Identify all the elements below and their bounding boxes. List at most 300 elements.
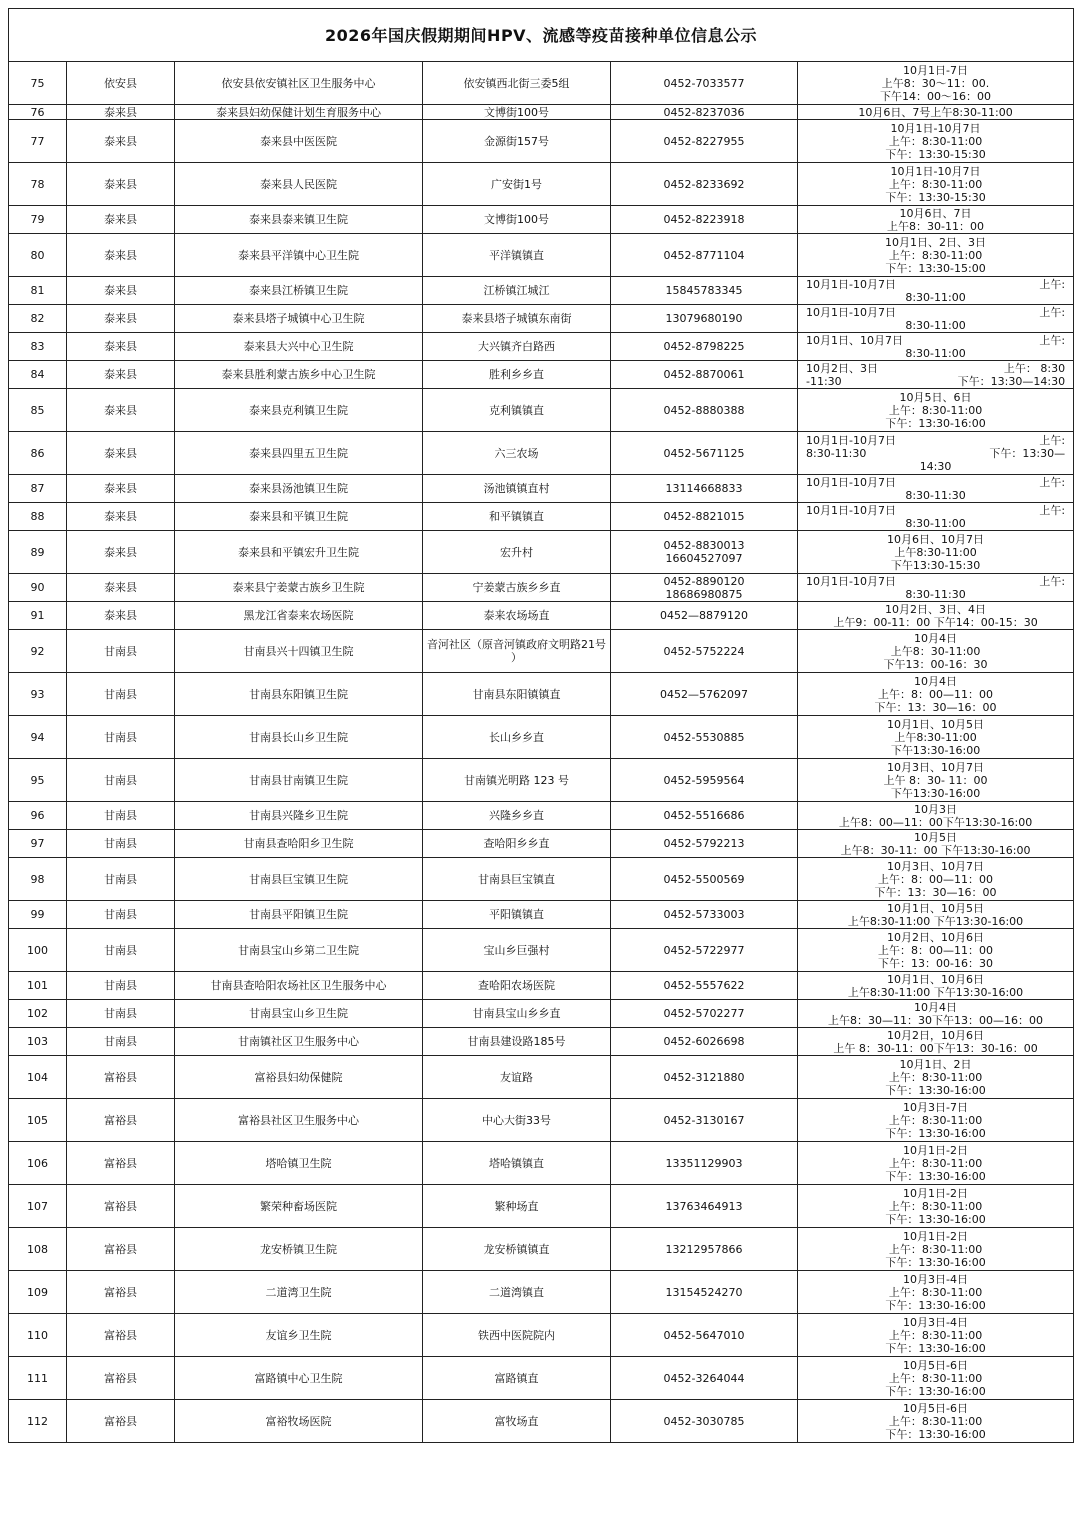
table-row bbox=[9, 830, 1074, 858]
phone-number: 0452-5959564 bbox=[663, 773, 745, 787]
time-line: 10月1日-10月7日 bbox=[890, 121, 981, 135]
phone-cell bbox=[611, 858, 798, 901]
time-line: 上午：8:30-11:00 bbox=[888, 177, 983, 191]
county-name: 甘南县 bbox=[67, 1000, 175, 1028]
time-line: 下午：13:30-16:00 bbox=[885, 1255, 986, 1269]
time-value: 14:30 bbox=[919, 459, 952, 473]
time-line: 10月1日、10月5日 bbox=[887, 717, 985, 731]
time-line: 上午：8:30-11:00 bbox=[888, 1371, 983, 1385]
time-line: 下午：13:30-16:00 bbox=[885, 1384, 986, 1398]
county-name: 富裕县 bbox=[67, 1271, 175, 1314]
address-cell bbox=[423, 62, 611, 105]
row-number: 104 bbox=[9, 1056, 67, 1099]
unit-name: 泰来县江桥镇卫生院 bbox=[175, 277, 423, 305]
address-cell bbox=[423, 1400, 611, 1443]
time-line: 10月3日-4日 bbox=[903, 1272, 969, 1286]
table-row bbox=[9, 1314, 1074, 1357]
row-number: 80 bbox=[9, 234, 67, 277]
row-number: 99 bbox=[9, 901, 67, 929]
county-name: 甘南县 bbox=[67, 673, 175, 716]
time-cell bbox=[798, 1142, 1074, 1185]
phone-cell bbox=[611, 333, 798, 361]
time-cell bbox=[798, 503, 1074, 531]
phone-cell bbox=[611, 62, 798, 105]
phone-number: 0452-3030785 bbox=[663, 1414, 745, 1428]
time-line: 10月3日、10月7日 bbox=[887, 859, 985, 873]
county-name: 甘南县 bbox=[67, 830, 175, 858]
time-line: 上午：8:30-11:00 bbox=[888, 1156, 983, 1170]
time-label: 上午: bbox=[1039, 277, 1066, 291]
address-line: 文博街100号 bbox=[484, 105, 549, 119]
unit-name: 依安县依安镇社区卫生服务中心 bbox=[175, 62, 423, 105]
row-number: 108 bbox=[9, 1228, 67, 1271]
time-cell bbox=[798, 234, 1074, 277]
phone-number: 0452-3121880 bbox=[663, 1070, 745, 1084]
time-line: 10月6日、7号上午8:30-11:00 bbox=[858, 105, 1013, 119]
phone-cell bbox=[611, 305, 798, 333]
table-row bbox=[9, 432, 1074, 475]
time-cell bbox=[798, 475, 1074, 503]
vaccination-units-table bbox=[8, 8, 1074, 1443]
address-line: 塔哈镇镇直 bbox=[489, 1156, 544, 1170]
address-line: 江桥镇江城江 bbox=[483, 284, 550, 297]
time-line: 上午：8：00—11：00 bbox=[878, 687, 994, 701]
time-label: 上午: bbox=[1039, 503, 1066, 517]
time-date: 10月1日-10月7日 bbox=[806, 305, 896, 319]
time-cell bbox=[798, 1000, 1074, 1028]
phone-number: 0452-5722977 bbox=[663, 943, 745, 957]
unit-name: 友谊乡卫生院 bbox=[175, 1314, 423, 1357]
table-row bbox=[9, 62, 1074, 105]
address-cell bbox=[423, 503, 611, 531]
time-cell bbox=[798, 759, 1074, 802]
phone-cell bbox=[611, 475, 798, 503]
phone-number: 0452-3264044 bbox=[663, 1371, 745, 1385]
time-line: 10月1日-7日 bbox=[903, 63, 969, 77]
address-line: 广安街1号 bbox=[491, 177, 542, 191]
table-row bbox=[9, 1056, 1074, 1099]
county-name: 泰来县 bbox=[67, 361, 175, 389]
address-cell bbox=[423, 901, 611, 929]
table-row bbox=[9, 389, 1074, 432]
row-number: 92 bbox=[9, 630, 67, 673]
time-line: 10月6日、10月7日 bbox=[887, 532, 985, 546]
unit-name: 甘南县宝山乡卫生院 bbox=[175, 1000, 423, 1028]
address-line: ） bbox=[511, 651, 522, 664]
address-line: 中心大街33号 bbox=[482, 1113, 551, 1127]
unit-name: 繁荣种畜场医院 bbox=[175, 1185, 423, 1228]
address-cell bbox=[423, 858, 611, 901]
address-line: 甘南县宝山乡乡直 bbox=[472, 1007, 561, 1020]
time-label: 上午: bbox=[1039, 305, 1066, 319]
unit-name: 甘南镇社区卫生服务中心 bbox=[175, 1028, 423, 1056]
phone-number: 16604527097 bbox=[665, 552, 743, 565]
phone-number: 0452-5500569 bbox=[663, 872, 745, 886]
time-cell bbox=[798, 858, 1074, 901]
time-cell bbox=[798, 163, 1074, 206]
time-line: 10月4日 bbox=[914, 674, 958, 688]
time-value: 8:30-11:30 bbox=[905, 587, 966, 601]
row-number: 105 bbox=[9, 1099, 67, 1142]
phone-cell bbox=[611, 602, 798, 630]
time-line: 上午：8:30-11:00 bbox=[888, 134, 983, 148]
time-date: 10月1日-10月7日 bbox=[806, 503, 896, 517]
time-cell bbox=[798, 972, 1074, 1000]
address-line: 长山乡乡直 bbox=[489, 730, 544, 744]
row-number: 98 bbox=[9, 858, 67, 901]
time-line: 下午：13:30-16:00 bbox=[885, 1126, 986, 1140]
time-split-line bbox=[800, 476, 1071, 489]
row-number: 79 bbox=[9, 206, 67, 234]
time-cell bbox=[798, 673, 1074, 716]
phone-number: 0452-8237036 bbox=[663, 105, 745, 119]
time-label: 上午: bbox=[1039, 333, 1066, 347]
table-row bbox=[9, 305, 1074, 333]
time-line: 上午：8:30-11:00 bbox=[888, 1113, 983, 1127]
table-row bbox=[9, 1185, 1074, 1228]
time-line: 10月1日-2日 bbox=[903, 1186, 969, 1200]
row-number: 85 bbox=[9, 389, 67, 432]
row-number: 75 bbox=[9, 62, 67, 105]
address-line: 富路镇直 bbox=[494, 1371, 539, 1385]
time-cell bbox=[798, 630, 1074, 673]
phone-cell bbox=[611, 830, 798, 858]
address-line: 依安镇西北街三委5组 bbox=[463, 76, 570, 90]
time-split-line bbox=[800, 575, 1071, 588]
address-line: 甘南县东阳镇镇直 bbox=[472, 687, 561, 701]
address-cell bbox=[423, 234, 611, 277]
row-number: 93 bbox=[9, 673, 67, 716]
table-row bbox=[9, 1099, 1074, 1142]
phone-cell bbox=[611, 673, 798, 716]
county-name: 甘南县 bbox=[67, 901, 175, 929]
address-line: 宝山乡巨强村 bbox=[483, 943, 550, 957]
phone-cell bbox=[611, 503, 798, 531]
address-cell bbox=[423, 630, 611, 673]
time-line: 10月1日、10月5日 bbox=[887, 901, 985, 915]
time-date: 10月1日-10月7日 bbox=[806, 433, 896, 447]
address-cell bbox=[423, 574, 611, 602]
county-name: 泰来县 bbox=[67, 206, 175, 234]
address-line: 平洋镇镇直 bbox=[489, 248, 544, 262]
time-cell bbox=[798, 1056, 1074, 1099]
row-number: 86 bbox=[9, 432, 67, 475]
unit-name: 甘南县查哈阳乡卫生院 bbox=[175, 830, 423, 858]
time-line: 10月5日-6日 bbox=[903, 1358, 969, 1372]
time-value: 下午：13:30— bbox=[989, 446, 1066, 460]
time-value: 8:30-11:00 bbox=[905, 290, 966, 304]
time-line: 下午：13:30-16:00 bbox=[885, 1169, 986, 1183]
phone-number: 0452-8227955 bbox=[663, 134, 745, 148]
county-name: 泰来县 bbox=[67, 475, 175, 503]
time-line: 下午：13：00-16：30 bbox=[878, 956, 994, 970]
table-row bbox=[9, 475, 1074, 503]
unit-name: 泰来县克利镇卫生院 bbox=[175, 389, 423, 432]
time-cell bbox=[798, 361, 1074, 389]
time-line: 10月3日-4日 bbox=[903, 1315, 969, 1329]
phone-number: 0452-5702277 bbox=[663, 1007, 745, 1020]
address-cell bbox=[423, 333, 611, 361]
time-date: 10月1日-10月7日 bbox=[806, 475, 896, 489]
phone-cell bbox=[611, 206, 798, 234]
county-name: 依安县 bbox=[67, 62, 175, 105]
unit-name: 泰来县和平镇卫生院 bbox=[175, 503, 423, 531]
address-cell bbox=[423, 105, 611, 120]
time-label: 上午: bbox=[1039, 433, 1066, 447]
address-line: 汤池镇镇直村 bbox=[483, 482, 550, 495]
unit-name: 泰来县泰来镇卫生院 bbox=[175, 206, 423, 234]
time-cell bbox=[798, 206, 1074, 234]
phone-number: 13079680190 bbox=[665, 312, 743, 325]
time-line: 10月5日-6日 bbox=[903, 1401, 969, 1415]
phone-cell bbox=[611, 972, 798, 1000]
phone-cell bbox=[611, 1271, 798, 1314]
table-row bbox=[9, 802, 1074, 830]
row-number: 100 bbox=[9, 929, 67, 972]
table-row bbox=[9, 503, 1074, 531]
county-name: 甘南县 bbox=[67, 759, 175, 802]
unit-name: 富裕牧场医院 bbox=[175, 1400, 423, 1443]
table-row bbox=[9, 901, 1074, 929]
table-row bbox=[9, 929, 1074, 972]
time-line: 下午：13:30-16:00 bbox=[885, 416, 986, 430]
time-label: 上午： 8:30 bbox=[1003, 361, 1066, 375]
address-line: 查哈阳乡乡直 bbox=[483, 837, 550, 850]
phone-cell bbox=[611, 1400, 798, 1443]
unit-name: 二道湾卫生院 bbox=[175, 1271, 423, 1314]
time-value: 8:30-11:00 bbox=[905, 346, 966, 360]
time-line: 下午14：00～16：00 bbox=[880, 89, 992, 103]
time-line: 上午8:30-11:00 bbox=[894, 730, 977, 744]
time-line: 上午：8:30-11:00 bbox=[888, 1285, 983, 1299]
county-name: 富裕县 bbox=[67, 1314, 175, 1357]
phone-number: 0452-7033577 bbox=[663, 76, 745, 90]
time-line: 10月1日-2日 bbox=[903, 1229, 969, 1243]
county-name: 泰来县 bbox=[67, 120, 175, 163]
table-row bbox=[9, 234, 1074, 277]
time-cell bbox=[798, 333, 1074, 361]
row-number: 111 bbox=[9, 1357, 67, 1400]
time-cell bbox=[798, 1185, 1074, 1228]
row-number: 87 bbox=[9, 475, 67, 503]
unit-name: 富路镇中心卫生院 bbox=[175, 1357, 423, 1400]
address-line: 胜利乡乡直 bbox=[489, 368, 544, 381]
address-cell bbox=[423, 1185, 611, 1228]
address-line: 龙安桥镇镇直 bbox=[483, 1242, 550, 1256]
phone-number: 0452-8233692 bbox=[663, 177, 745, 191]
time-split-line bbox=[800, 375, 1071, 388]
time-line: 下午：13:30-15:30 bbox=[885, 190, 986, 204]
table-row bbox=[9, 163, 1074, 206]
county-name: 泰来县 bbox=[67, 574, 175, 602]
time-line: 10月3日 bbox=[914, 802, 958, 816]
county-name: 泰来县 bbox=[67, 333, 175, 361]
time-line: 上午：8:30-11:00 bbox=[888, 1242, 983, 1256]
phone-number: 0452-8771104 bbox=[663, 248, 745, 262]
address-cell bbox=[423, 602, 611, 630]
unit-name: 泰来县塔子城镇中心卫生院 bbox=[175, 305, 423, 333]
table-row bbox=[9, 361, 1074, 389]
row-number: 78 bbox=[9, 163, 67, 206]
time-line: 10月2日、3日、4日 bbox=[885, 602, 987, 616]
address-cell bbox=[423, 475, 611, 503]
address-line: 平阳镇镇直 bbox=[489, 908, 544, 921]
table-row bbox=[9, 630, 1074, 673]
address-cell bbox=[423, 432, 611, 475]
phone-number: 13351129903 bbox=[665, 1156, 743, 1170]
table-row bbox=[9, 759, 1074, 802]
phone-number: 0452-5557622 bbox=[663, 979, 745, 992]
county-name: 泰来县 bbox=[67, 389, 175, 432]
row-number: 88 bbox=[9, 503, 67, 531]
time-line: 上午：8:30-11:00 bbox=[888, 1070, 983, 1084]
row-number: 91 bbox=[9, 602, 67, 630]
address-line: 泰来县塔子城镇东南街 bbox=[461, 312, 572, 325]
unit-name: 泰来县人民医院 bbox=[175, 163, 423, 206]
address-line: 兴隆乡乡直 bbox=[489, 809, 544, 822]
phone-number: 0452-5792213 bbox=[663, 837, 745, 850]
county-name: 富裕县 bbox=[67, 1357, 175, 1400]
table-row bbox=[9, 206, 1074, 234]
table-row bbox=[9, 1228, 1074, 1271]
time-cell bbox=[798, 716, 1074, 759]
address-cell bbox=[423, 1357, 611, 1400]
address-cell bbox=[423, 1000, 611, 1028]
phone-cell bbox=[611, 1099, 798, 1142]
table-row bbox=[9, 574, 1074, 602]
phone-cell bbox=[611, 802, 798, 830]
unit-name: 泰来县四里五卫生院 bbox=[175, 432, 423, 475]
address-cell bbox=[423, 305, 611, 333]
time-line: 10月5日 bbox=[914, 830, 958, 844]
phone-number: 0452-3130167 bbox=[663, 1113, 745, 1127]
table-row bbox=[9, 1357, 1074, 1400]
unit-name: 泰来县中医医院 bbox=[175, 120, 423, 163]
unit-name: 甘南县巨宝镇卫生院 bbox=[175, 858, 423, 901]
phone-number: 0452-8880388 bbox=[663, 403, 745, 417]
row-number: 77 bbox=[9, 120, 67, 163]
address-cell bbox=[423, 1099, 611, 1142]
time-line: 上午8:30-11:00 下午13:30-16:00 bbox=[847, 985, 1024, 999]
phone-number: 0452-8821015 bbox=[663, 510, 745, 523]
phone-number: 0452-8830013 bbox=[663, 539, 745, 552]
time-line: 上午：8:30-11:00 bbox=[888, 1328, 983, 1342]
phone-cell bbox=[611, 1142, 798, 1185]
time-cell bbox=[798, 802, 1074, 830]
phone-number: 0452—8879120 bbox=[660, 609, 748, 622]
time-line: 10月1日、2日 bbox=[899, 1057, 972, 1071]
row-number: 83 bbox=[9, 333, 67, 361]
address-line: 繁种场直 bbox=[494, 1199, 539, 1213]
time-line: 10月1日-10月7日 bbox=[890, 164, 981, 178]
time-cell bbox=[798, 105, 1074, 120]
address-line: 甘南县建设路185号 bbox=[467, 1035, 566, 1048]
row-number: 95 bbox=[9, 759, 67, 802]
time-line: 上午8:30-11:00 下午13:30-16:00 bbox=[847, 914, 1024, 928]
phone-number: 18686980875 bbox=[665, 587, 743, 601]
time-line: 10月2日，10月6日 bbox=[887, 1028, 985, 1042]
address-cell bbox=[423, 120, 611, 163]
time-date: 10月1日-10月7日 bbox=[806, 574, 896, 588]
time-cell bbox=[798, 1271, 1074, 1314]
county-name: 甘南县 bbox=[67, 972, 175, 1000]
time-value: -11:30 bbox=[806, 374, 842, 388]
phone-cell bbox=[611, 901, 798, 929]
time-line: 上午8：30-11：00 下午13:30-16:00 bbox=[840, 843, 1031, 857]
address-cell bbox=[423, 1142, 611, 1185]
county-name: 甘南县 bbox=[67, 802, 175, 830]
page-title: 2026年国庆假期期间HPV、流感等疫苗接种单位信息公示 bbox=[9, 9, 1074, 62]
time-value: 8:30-11:00 bbox=[905, 516, 966, 530]
time-cell bbox=[798, 830, 1074, 858]
row-number: 107 bbox=[9, 1185, 67, 1228]
phone-number: 15845783345 bbox=[665, 284, 743, 297]
county-name: 甘南县 bbox=[67, 929, 175, 972]
time-split-line bbox=[800, 434, 1071, 447]
time-split-line bbox=[800, 334, 1071, 347]
time-line: 上午 8：30-11：00下午13：30-16：00 bbox=[833, 1041, 1038, 1055]
time-line: 上午 8：30- 11：00 bbox=[883, 773, 988, 787]
time-line: 10月3日、10月7日 bbox=[887, 760, 985, 774]
address-line: 大兴镇齐白路西 bbox=[478, 340, 555, 353]
row-number: 94 bbox=[9, 716, 67, 759]
time-value: 8:30-11:00 bbox=[905, 318, 966, 332]
address-cell bbox=[423, 277, 611, 305]
time-line: 10月4日 bbox=[914, 631, 958, 645]
row-number: 96 bbox=[9, 802, 67, 830]
time-line: 下午：13:30-15:30 bbox=[885, 147, 986, 161]
county-name: 甘南县 bbox=[67, 858, 175, 901]
time-line: 下午：13:30-16:00 bbox=[885, 1298, 986, 1312]
table-row bbox=[9, 1028, 1074, 1056]
time-date: 10月1日、10月7日 bbox=[806, 333, 903, 347]
phone-cell bbox=[611, 630, 798, 673]
time-split-line bbox=[800, 504, 1071, 517]
phone-cell bbox=[611, 531, 798, 574]
phone-number: 13212957866 bbox=[665, 1242, 743, 1256]
time-cell bbox=[798, 120, 1074, 163]
address-line: 宏升村 bbox=[500, 545, 533, 559]
unit-name: 泰来县汤池镇卫生院 bbox=[175, 475, 423, 503]
table-row bbox=[9, 333, 1074, 361]
time-line: 下午13：00-16：30 bbox=[883, 657, 988, 671]
phone-cell bbox=[611, 361, 798, 389]
county-name: 富裕县 bbox=[67, 1400, 175, 1443]
time-line: 下午：13:30-16:00 bbox=[885, 1083, 986, 1097]
row-number: 84 bbox=[9, 361, 67, 389]
table-row bbox=[9, 1000, 1074, 1028]
address-line: 金源街157号 bbox=[484, 134, 549, 148]
unit-name: 泰来县平洋镇中心卫生院 bbox=[175, 234, 423, 277]
time-line: 上午：8：00—11：00 bbox=[878, 872, 994, 886]
time-split-line bbox=[800, 362, 1071, 375]
time-line: 10月6日、7日 bbox=[899, 206, 972, 220]
phone-cell bbox=[611, 716, 798, 759]
time-line: 上午：8:30-11:00 bbox=[888, 248, 983, 262]
address-cell bbox=[423, 163, 611, 206]
address-cell bbox=[423, 716, 611, 759]
address-cell bbox=[423, 802, 611, 830]
row-number: 82 bbox=[9, 305, 67, 333]
time-line: 10月5日、6日 bbox=[899, 390, 972, 404]
row-number: 81 bbox=[9, 277, 67, 305]
time-line: 上午9：00-11：00 下午14：00-15：30 bbox=[833, 615, 1038, 629]
phone-number: 0452-8870061 bbox=[663, 368, 745, 381]
table-row bbox=[9, 716, 1074, 759]
address-cell bbox=[423, 531, 611, 574]
time-label: 上午: bbox=[1039, 475, 1066, 489]
row-number: 110 bbox=[9, 1314, 67, 1357]
